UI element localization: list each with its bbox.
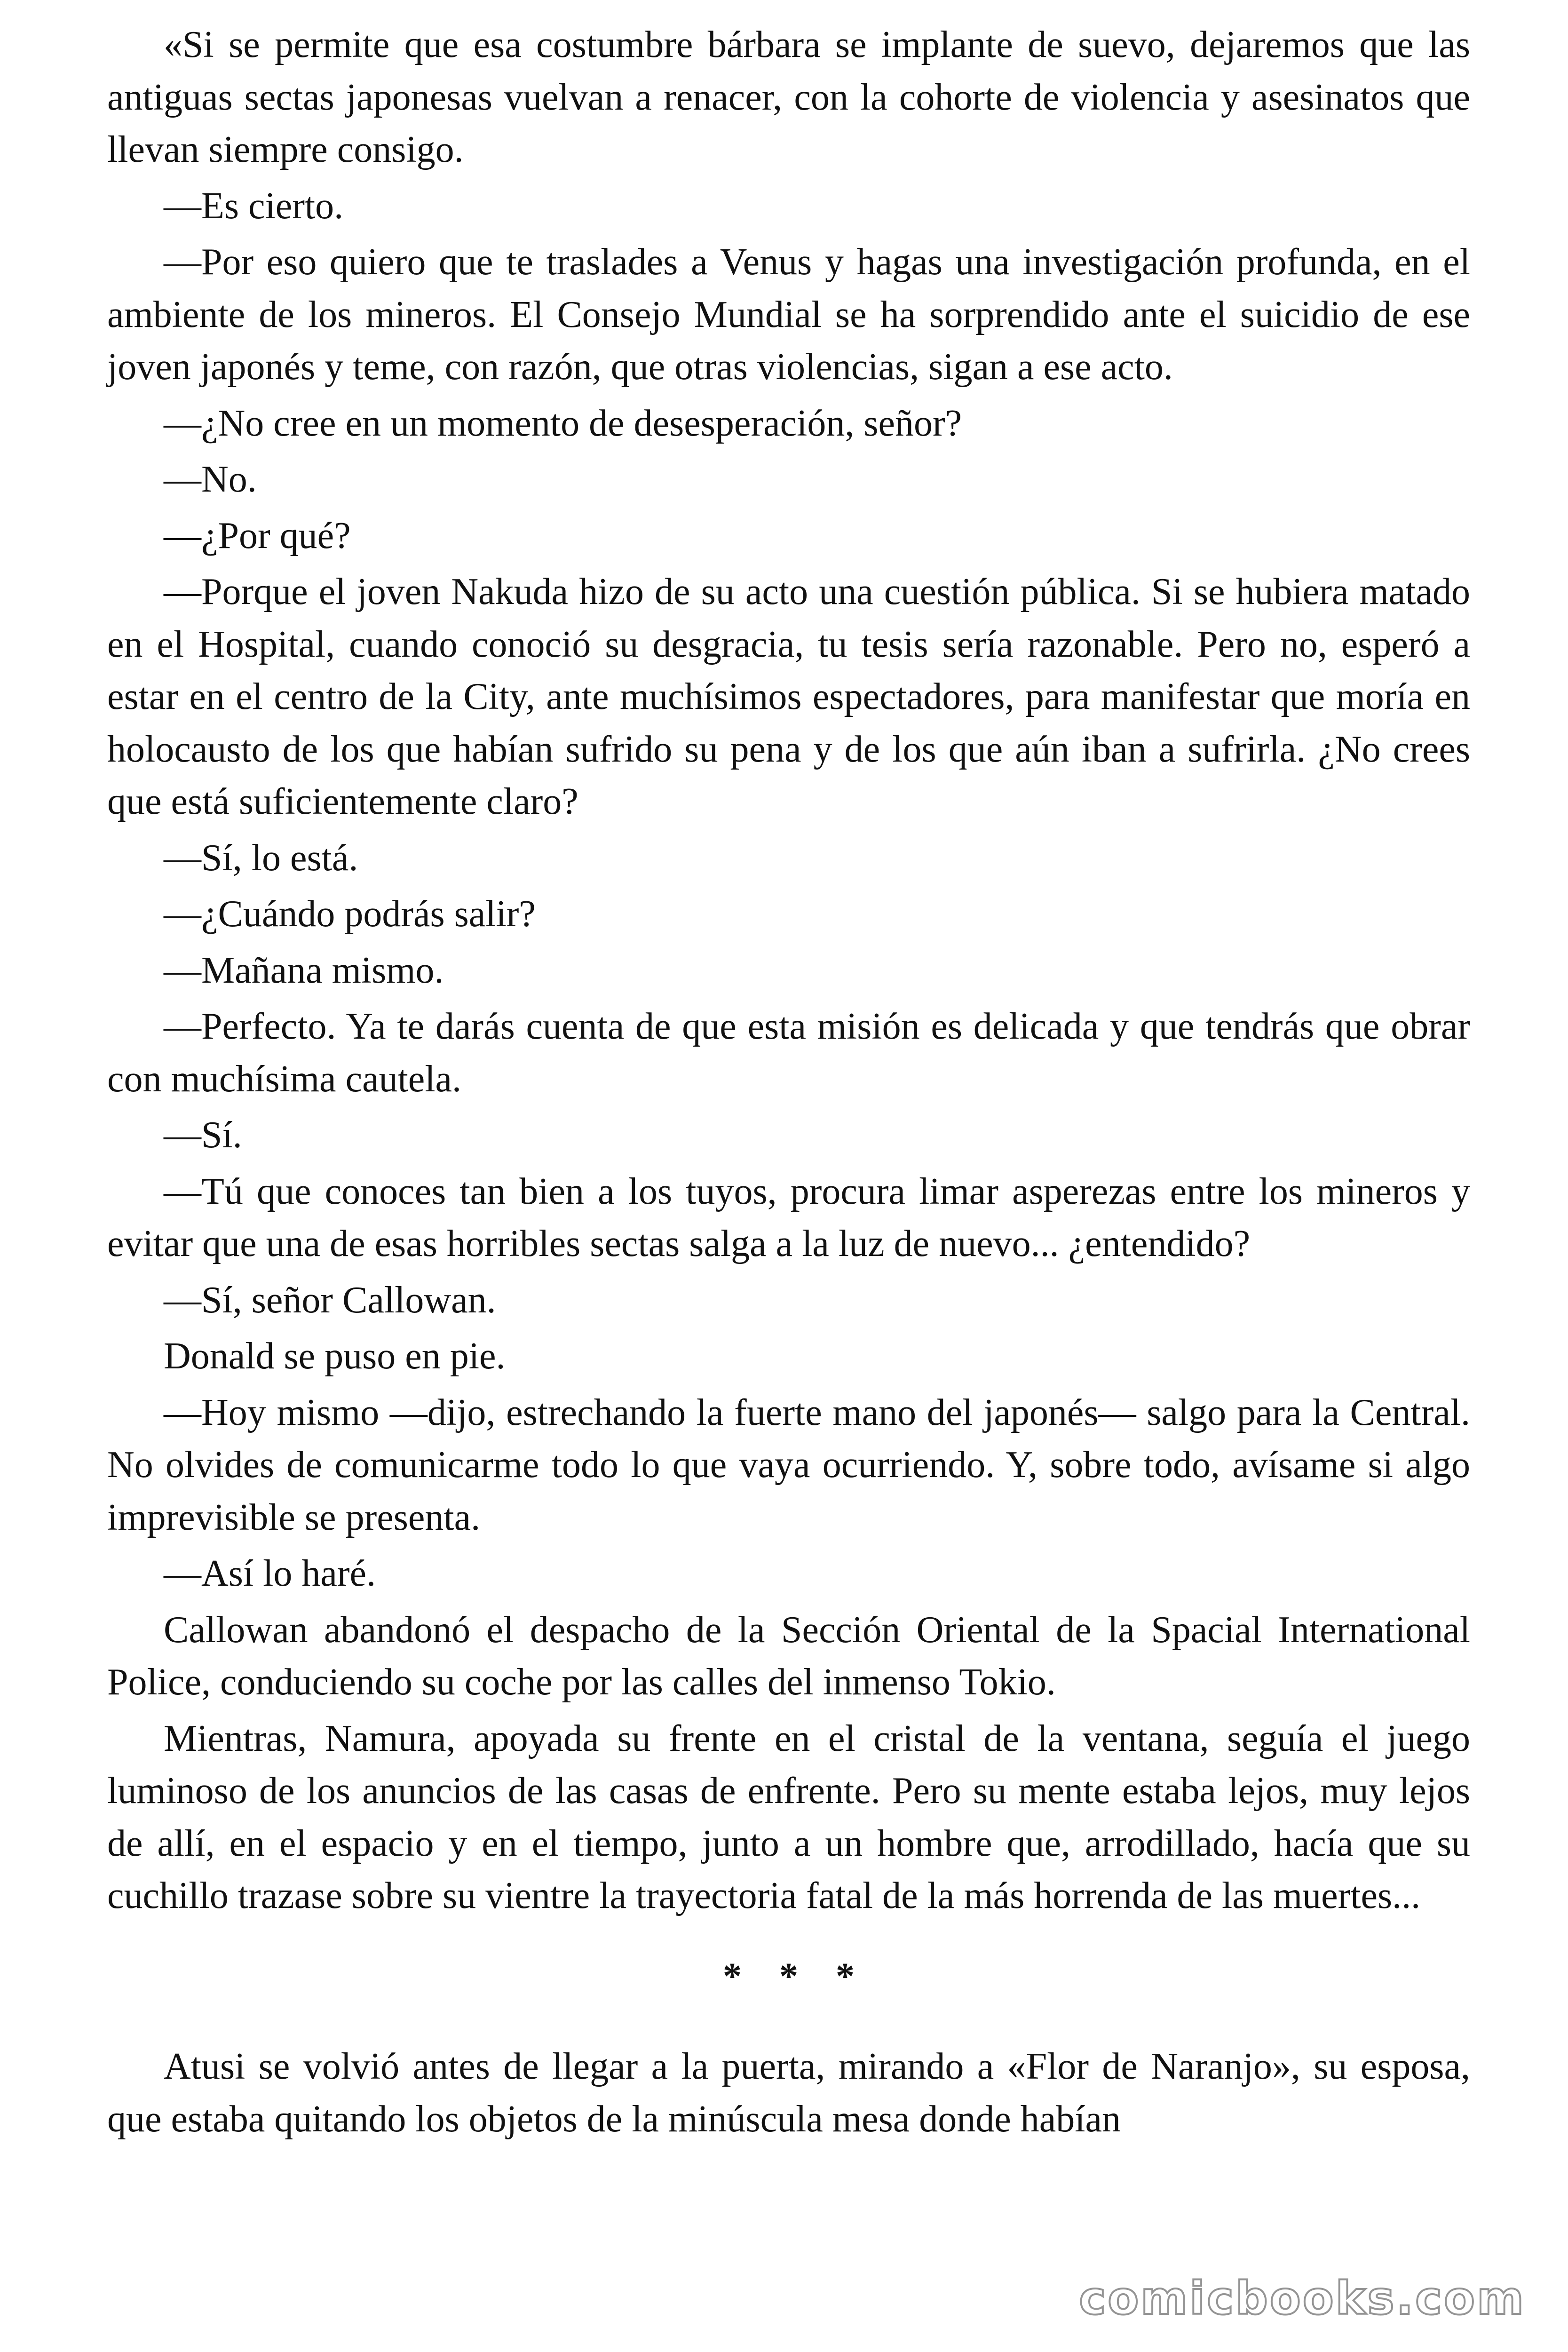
paragraph-8: —Sí, lo está. xyxy=(164,837,358,879)
paragraph-10: —Mañana mismo. xyxy=(164,949,444,991)
book-page xyxy=(107,19,1470,2149)
site-watermark: comicbooks.com xyxy=(1079,2272,1526,2325)
text-body xyxy=(107,19,1470,1923)
paragraph-17: —Así lo haré. xyxy=(164,1553,376,1594)
paragraph-6: —¿Por qué? xyxy=(164,515,351,556)
paragraph-after-separator: Atusi se volvió antes de llegar a la puerta, mirando a «Flor de Naranjo», su esposa, que estaba quitando los objetos de la minúscula mesa donde habían xyxy=(107,2046,1470,2140)
paragraph-18: Callowan abandonó el despacho de la Sección Oriental de la Spacial International Police, conduciendo su coche por las calles del inmenso Tokio. xyxy=(107,1609,1470,1703)
section-separator: * * * xyxy=(723,1955,855,1997)
paragraph-19: Mientras, Namura, apoyada su frente en el cristal de la ventana, seguía el juego luminoso de los anuncios de las casas de enfrente. Pero su mente estaba lejos, muy lejos de allí, en el espacio y en el tiempo, junto a un hombre que, arrodillado, hacía que su cuchillo trazase sobre su vientre la trayectoria fatal de la más horrenda de las muertes... xyxy=(107,1717,1470,1916)
paragraph-5: —No. xyxy=(164,459,257,500)
paragraph-14: —Sí, señor Callowan. xyxy=(164,1279,496,1321)
paragraph-3: —Por eso quiero que te traslades a Venus y hagas una investigación profunda, en el ambiente de los mineros. El Consejo Mundial se ha sorprendido ante el suicidio de ese joven japonés y teme, con razón, que otras violencias, sigan a ese acto. xyxy=(107,241,1470,388)
paragraph-1: «Si se permite que esa costumbre bárbara se implante de suevo, dejaremos que las antiguas sectas japonesas vuelvan a renacer, con la cohorte de violencia y asesinatos que llevan siempre consigo. xyxy=(107,24,1470,170)
next-section xyxy=(107,2041,1470,2145)
paragraph-16: —Hoy mismo —dijo, estrechando la fuerte mano del japonés— salgo para la Central. No olvides de comunicarme todo lo que vaya ocurriendo. Y, sobre todo, avísame si algo imprevisible se presenta. xyxy=(107,1391,1470,1538)
paragraph-9: —¿Cuándo podrás salir? xyxy=(164,893,536,935)
paragraph-11: —Perfecto. Ya te darás cuenta de que esta misión es delicada y que tendrás que obrar con muchísima cautela. xyxy=(107,1006,1470,1100)
paragraph-4: —¿No cree en un momento de desesperación, señor? xyxy=(164,402,962,444)
paragraph-13: —Tú que conoces tan bien a los tuyos, procura limar asperezas entre los mineros y evitar que una de esas horribles sectas salga a la luz de nuevo... ¿entendido? xyxy=(107,1170,1470,1264)
paragraph-2: —Es cierto. xyxy=(164,185,344,227)
paragraph-15: Donald se puso en pie. xyxy=(164,1335,506,1377)
paragraph-12: —Sí. xyxy=(164,1114,242,1156)
paragraph-7: —Porque el joven Nakuda hizo de su acto una cuestión pública. Si se hubiera matado en el Hospital, cuando conoció su desgracia, tu tesis sería razonable. Pero no, esperó a estar en el centro de la City, ante muchísimos espectadores, para manifestar que moría en holocausto de los que habían sufrido su pena y de los que aún iban a sufrirla. ¿No crees que está suficientemente claro? xyxy=(107,571,1470,822)
